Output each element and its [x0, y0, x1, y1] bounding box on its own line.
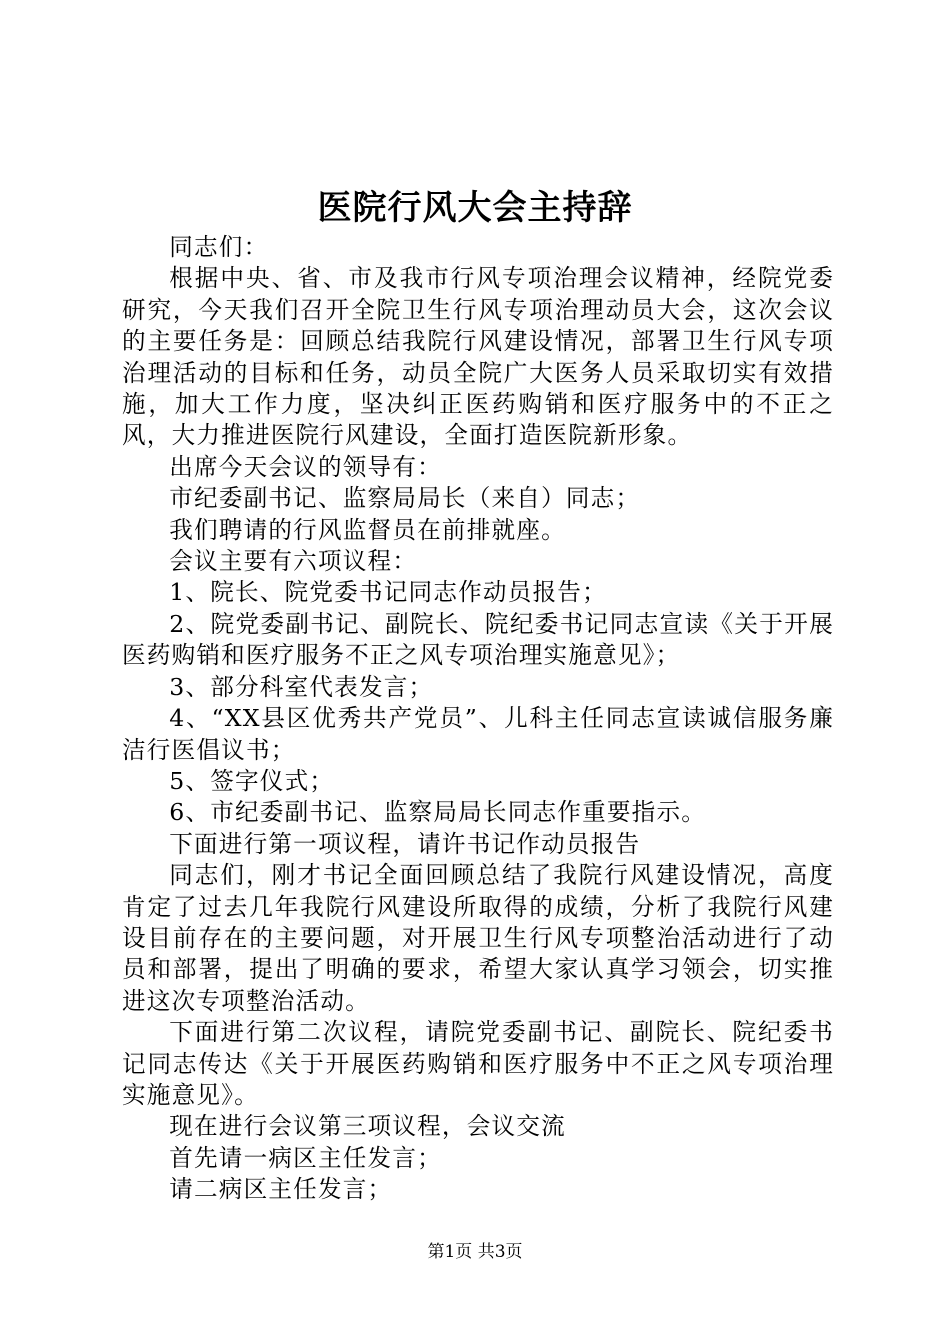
- paragraph-third-item: 现在进行会议第三项议程，会议交流: [169, 1112, 566, 1141]
- document-title: 医院行风大会主持辞: [317, 188, 633, 228]
- agenda-item-6: 6、市纪委副书记、监察局局长同志作重要指示。: [169, 798, 707, 827]
- paragraph-first-item: 下面进行第一项议程，请许书记作动员报告: [169, 829, 641, 858]
- document-body: [122, 232, 834, 1206]
- paragraph-intro: 根据中央、省、市及我市行风专项治理会议精神，经院党委研究，今天我们召开全院卫生行风专项治理动员大会，这次会议的主要任务是：回顾总结我院行风建设情况，部署卫生行风专项治理活动的目标和任务，动员全院广大医务人员采取切实有效措施，加大工作力度，坚决纠正医药购销和医疗服务中的不正之风，大力推进医院行风建设，全面打造医院新形象。: [122, 264, 834, 450]
- page-number: 第1页 共3页: [427, 1242, 523, 1262]
- paragraph-agenda-heading: 会议主要有六项议程：: [169, 547, 418, 576]
- paragraph-leader: 市纪委副书记、监察局局长（来自）同志；: [169, 484, 641, 513]
- paragraph-second-item: 下面进行第二次议程，请院党委副书记、副院长、院纪委书记同志传达《关于开展医药购销和医疗服务中不正之风专项治理实施意见》。: [122, 1018, 834, 1109]
- paragraph-speaker-2: 请二病区主任发言；: [169, 1175, 393, 1204]
- paragraph-summary: 同志们，刚才书记全面回顾总结了我院行风建设情况，高度肯定了过去几年我院行风建设所取得的成绩，分析了我院行风建设目前存在的主要问题，对开展卫生行风专项整治活动进行了动员和部署，提出了明确的要求，希望大家认真学习领会，切实推进这次专项整治活动。: [122, 861, 834, 1015]
- agenda-item-5: 5、签字仪式；: [169, 766, 335, 795]
- agenda-item-2: 2、院党委副书记、副院长、院纪委书记同志宣读《关于开展医药购销和医疗服务不正之风专项治理实施意见》；: [122, 609, 834, 670]
- paragraph-leaders-heading: 出席今天会议的领导有：: [169, 452, 442, 481]
- paragraph-speaker-1: 首先请一病区主任发言；: [169, 1143, 442, 1172]
- agenda-item-3: 3、部分科室代表发言；: [169, 672, 434, 701]
- agenda-item-1: 1、院长、院党委书记同志作动员报告；: [169, 578, 607, 607]
- paragraph-greeting: 同志们：: [169, 233, 269, 261]
- paragraph-supervisors: 我们聘请的行风监督员在前排就座。: [169, 515, 566, 544]
- agenda-item-4: 4、“XX县区优秀共产党员”、儿科主任同志宣读诚信服务廉洁行医倡议书；: [122, 704, 834, 764]
